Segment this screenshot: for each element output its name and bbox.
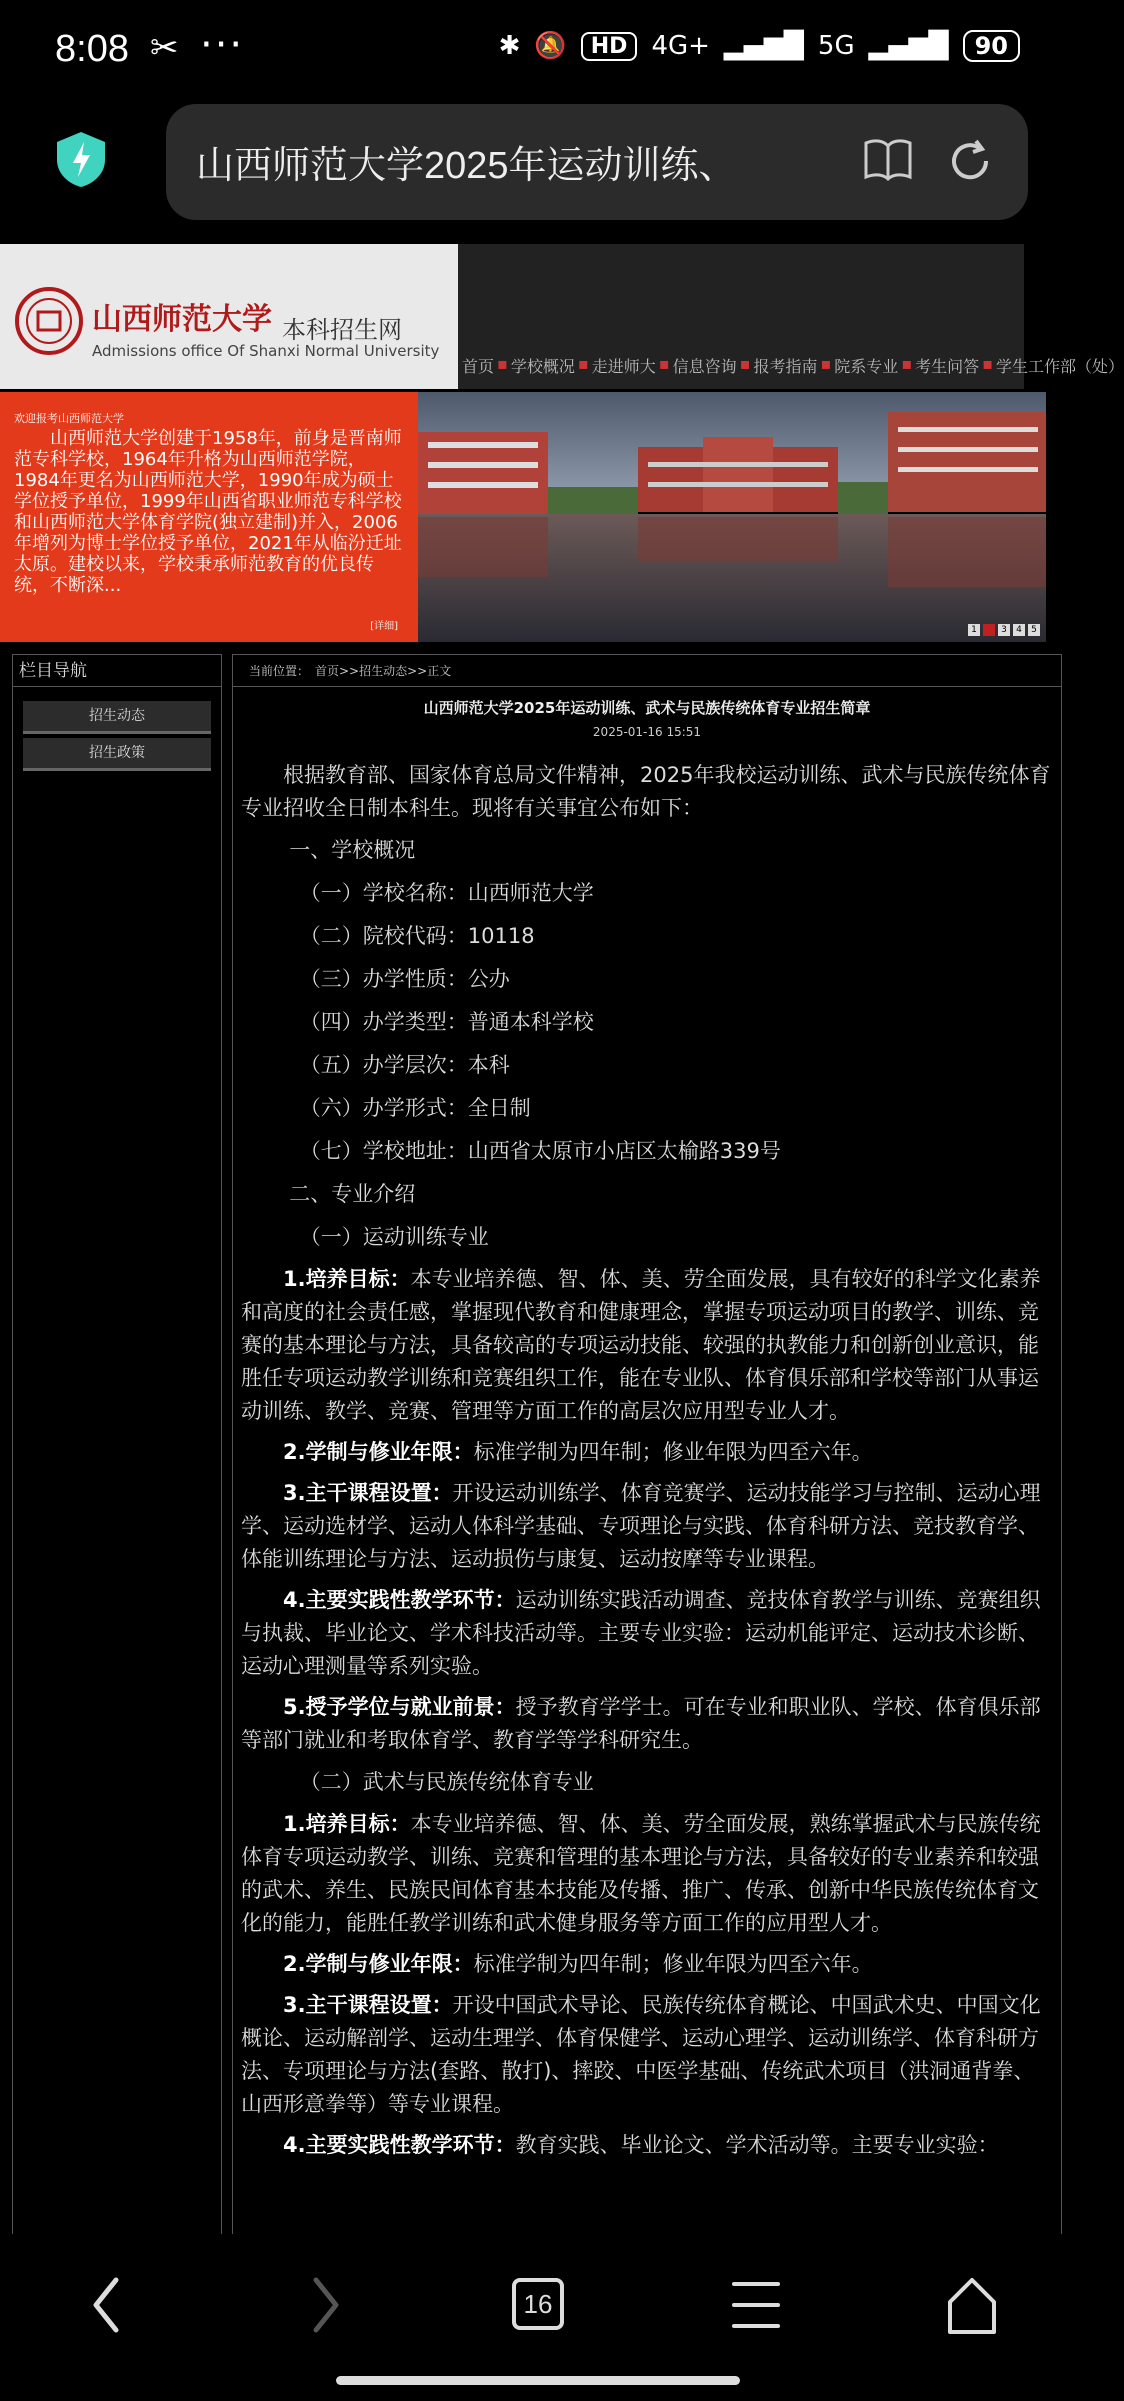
major-2-goal — [241, 1808, 1053, 1940]
slider-dot[interactable]: 3 — [998, 624, 1010, 636]
signal-4g: 4G+ — [651, 31, 710, 61]
text: 授予教育学学士。可在专业和职业队、学校、体育俱乐部等部门就业和考取体育学、教育学等学科研究生。 — [241, 1695, 1041, 1752]
major-2-practice — [241, 2129, 1053, 2162]
label: 3.主干课程设置： — [283, 1993, 453, 2017]
intro-paragraph: 根据教育部、国家体育总局文件精神，2025年我校运动训练、武术与民族传统体育专业招收全日制本科生。现将有关事宜公布如下： — [241, 763, 1051, 820]
tabs-button[interactable]: 16 — [512, 2278, 564, 2330]
slider-dot[interactable]: 2 — [983, 624, 995, 636]
school-nature: （三）办学性质：公办 — [299, 967, 510, 991]
nav-link[interactable]: 考生问答 — [915, 357, 980, 376]
status-time: 8:08 — [55, 28, 129, 70]
logo-subtitle: 本科招生网 — [282, 316, 402, 344]
battery-indicator: 90 — [963, 30, 1020, 62]
gesture-home-bar[interactable] — [336, 2376, 740, 2385]
label: 4.主要实践性教学环节： — [283, 1588, 516, 1612]
text: 运动训练实践活动调查、竞技体育教学与训练、竞赛组织与执裁、毕业论文、学术科技活动等。主要专业实验：运动机能评定、运动技术诊断、运动心理测量等系列实验。 — [241, 1588, 1041, 1678]
breadcrumb[interactable]: 当前位置： 首页>>招生动态>>正文 — [233, 655, 1061, 687]
article-body — [241, 759, 1053, 2170]
text: 本专业培养德、智、体、美、劳全面发展，熟练掌握武术与民族传统体育专项运动教学、训练、竞赛和管理的基本理论与方法，具备较好的专业素养和较强的武术、养生、民族民间体育基本技能及传播、推广、传承、创新中华民族传统体育文化的能力，能胜任教学训练和武术健身服务等方面工作的应用型人才。 — [241, 1812, 1041, 1935]
web-page — [0, 244, 1124, 2234]
major-1-goal — [241, 1263, 1053, 1428]
section-heading-2: 二、专业介绍 — [289, 1182, 416, 1206]
more-notifications-icon: ··· — [200, 22, 245, 68]
nav-link[interactable]: 信息咨询 — [672, 357, 737, 376]
security-shield-icon[interactable] — [55, 130, 107, 188]
signal-bars-icon-2: ▂▄▆█ — [868, 31, 949, 61]
section-heading-1: 一、学校概况 — [289, 838, 416, 862]
mute-icon: 🔕 — [534, 31, 567, 61]
text: 开设运动训练学、体育竞赛学、运动技能学习与控制、运动心理学、运动选材学、运动人体科学基础、专项理论与实践、体育科研方法、竞技教育学、体能训练理论与方法、运动损伤与康复、运动按摩等专业课程。 — [241, 1481, 1041, 1571]
major-2-duration — [241, 1948, 1053, 1981]
hd-badge: HD — [581, 32, 638, 61]
nav-link[interactable]: 学生工作部（处） — [996, 357, 1124, 376]
label: 1.培养目标： — [283, 1812, 411, 1836]
nav-separator: ▪ — [982, 354, 994, 373]
slider-dot[interactable]: 1 — [968, 624, 980, 636]
nav-link[interactable]: 走进师大 — [591, 357, 656, 376]
nav-separator: ▪ — [577, 354, 589, 373]
major-1-degree — [241, 1691, 1053, 1757]
major-2-heading: （二）武术与民族传统体育专业 — [299, 1770, 594, 1794]
intro-text: 山西师范大学创建于1958年，前身是晋南师范专科学校，1964年升格为山西师范学院，1984年更名为山西师范大学，1990年成为硕士学位授予单位，1999年山西省职业师范专科学校和山西师范大学体育学院(独立建制)并入，2006年增列为博士学位授予单位，2021年从临汾迁址太原。建校以来，学校秉承师范教育的优良传统，不断深... — [14, 428, 402, 596]
text: 标准学制为四年制；修业年限为四至六年。 — [473, 1440, 873, 1464]
address-bar[interactable] — [166, 104, 1028, 220]
major-1-practice — [241, 1584, 1053, 1683]
text: 本专业培养德、智、体、美、劳全面发展，具有较好的科学文化素养和高度的社会责任感，掌握现代教育和健康理念，掌握专项运动项目的教学、训练、竞赛的基本理论与方法，具备较高的专项运动技能、较强的执教能力和创新创业意识，能胜任专项运动教学训练和竞赛组织工作，能在专业队、体育俱乐部和学校等部门从事运动训练、教学、竞赛、管理等方面工作的高层次应用型专业人才。 — [241, 1267, 1041, 1423]
nav-separator: ▪ — [658, 354, 670, 373]
school-address: （七）学校地址：山西省太原市小店区太榆路339号 — [299, 1139, 781, 1163]
intro-box — [0, 392, 418, 642]
welcome-text: 欢迎报考山西师范大学 — [14, 412, 124, 425]
reload-icon[interactable] — [946, 137, 994, 185]
major-1-heading: （一）运动训练专业 — [299, 1225, 489, 1249]
forward-icon[interactable] — [306, 2270, 346, 2340]
slider-dots — [968, 624, 1040, 636]
university-seal-icon — [14, 286, 84, 356]
text: 教育实践、毕业论文、学术活动等。主要专业实验： — [515, 2133, 999, 2157]
status-right — [499, 30, 1020, 62]
sidebar-item-admission-policy[interactable]: 招生政策 — [23, 738, 211, 771]
label: 3.主干课程设置： — [283, 1481, 453, 1505]
logo-english-name: Admissions office Of Shanxi Normal University — [92, 342, 440, 360]
bluetooth-icon: ✱ — [498, 31, 521, 61]
intro-more-link[interactable]: [详细] — [370, 621, 398, 632]
reader-mode-icon[interactable] — [862, 137, 914, 183]
nav-separator: ▪ — [820, 354, 832, 373]
school-form: （六）办学形式：全日制 — [299, 1096, 531, 1120]
url-title[interactable]: 山西师范大学2025年运动训练、 — [196, 145, 737, 187]
status-bar — [0, 0, 1080, 100]
label: 5.授予学位与就业前景： — [283, 1695, 516, 1719]
nav-separator: ▪ — [739, 354, 751, 373]
nav-link[interactable]: 报考指南 — [753, 357, 818, 376]
top-nav — [462, 354, 1124, 377]
nav-link[interactable]: 院系专业 — [834, 357, 899, 376]
left-sidebar — [12, 654, 222, 2236]
major-2-courses — [241, 1989, 1053, 2121]
nav-link[interactable]: 学校概况 — [510, 357, 575, 376]
school-name: （一）学校名称：山西师范大学 — [299, 881, 594, 905]
campus-photo[interactable] — [418, 392, 1046, 642]
label: 2.学制与修业年限： — [283, 1440, 474, 1464]
school-level: （五）办学层次：本科 — [299, 1053, 510, 1077]
sidebar-item-admission-news[interactable]: 招生动态 — [23, 701, 211, 734]
article-title: 山西师范大学2025年运动训练、武术与民族传统体育专业招生简章 — [423, 699, 871, 717]
back-icon[interactable] — [86, 2270, 126, 2340]
label: 2.学制与修业年限： — [283, 1952, 474, 1976]
major-1-duration — [241, 1436, 1053, 1469]
text: 开设中国武术导论、民族传统体育概论、中国武术史、中国文化概论、运动解剖学、运动生理学、体育保健学、运动心理学、运动训练学、体育科研方法、专项理论与方法(套路、散打)、摔跤、中医学基础、传统武术项目（洪洞通背拳、山西形意拳等）等专业课程。 — [241, 1993, 1041, 2116]
label: 1.培养目标： — [283, 1267, 411, 1291]
notification-icon: ✂ — [150, 28, 179, 68]
menu-icon[interactable] — [730, 2270, 782, 2340]
signal-5g: 5G — [817, 31, 855, 61]
nav-link[interactable]: 首页 — [462, 357, 495, 376]
slider-dot[interactable]: 5 — [1028, 624, 1040, 636]
article-panel — [232, 654, 1062, 2236]
nav-separator: ▪ — [497, 354, 508, 373]
text: 标准学制为四年制；修业年限为四至六年。 — [473, 1952, 873, 1976]
logo-chinese-name: 山西师范大学 — [92, 302, 272, 337]
article-date: 2025-01-16 15:51 — [592, 725, 702, 739]
school-code: （二）院校代码：10118 — [299, 924, 535, 948]
nav-separator: ▪ — [901, 354, 913, 373]
major-1-courses — [241, 1477, 1053, 1576]
label: 4.主要实践性教学环节： — [283, 2133, 516, 2157]
site-logo-banner[interactable] — [0, 244, 458, 389]
slider-dot[interactable]: 4 — [1013, 624, 1025, 636]
home-icon[interactable] — [946, 2270, 998, 2340]
signal-bars-icon: ▂▄▆█ — [723, 31, 804, 61]
school-type: （四）办学类型：普通本科学校 — [299, 1010, 594, 1034]
sidebar-title: 栏目导航 — [13, 655, 221, 687]
